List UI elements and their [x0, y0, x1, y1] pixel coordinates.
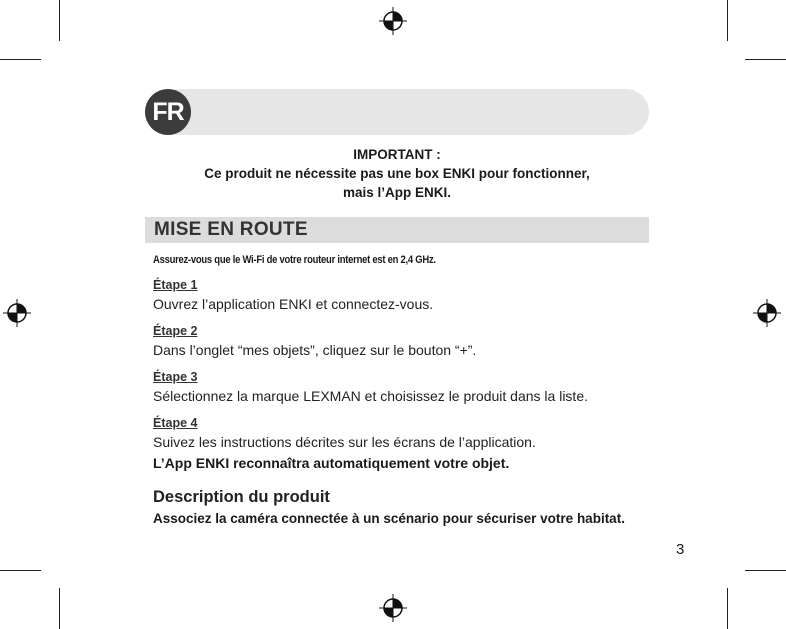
page-number: 3 [676, 541, 685, 558]
crop-mark-top-right-horizontal [745, 59, 786, 60]
description-text: Associez la caméra connectée à un scénario pour sécuriser votre habitat. [153, 511, 625, 526]
step-label: Étape 4 [153, 416, 198, 430]
step-bold-text: L’App ENKI reconnaîtra automatiquement votre objet. [153, 455, 510, 471]
step-text: Ouvrez l’application ENKI et connectez-vous. [153, 296, 434, 312]
important-notice [140, 145, 654, 202]
step-label: Étape 3 [153, 370, 198, 384]
wifi-note: Assurez-vous que le Wi-Fi de votre routeur internet est en 2,4 GHz. [153, 254, 436, 266]
crop-mark-bottom-right-horizontal [745, 570, 786, 571]
important-title: IMPORTANT : [353, 147, 441, 162]
step-text: Dans l’onglet “mes objets”, cliquez sur le bouton “+”. [153, 342, 477, 358]
registration-mark-icon [752, 298, 782, 328]
language-badge: FR [145, 89, 191, 135]
registration-mark-icon [2, 298, 32, 328]
important-line-1: Ce produit ne nécessite pas une box ENKI pour fonctionner, [204, 166, 590, 181]
crop-mark-bottom-right-vertical [727, 588, 728, 629]
section-title: MISE EN ROUTE [154, 219, 308, 240]
important-line-2: mais l’App ENKI. [342, 185, 452, 200]
crop-mark-top-right-vertical [727, 0, 728, 41]
crop-mark-top-left-vertical [59, 0, 60, 41]
step-text: Suivez les instructions décrites sur les écrans de l’application. [153, 434, 536, 450]
description-title: Description du produit [153, 488, 330, 506]
crop-mark-top-left-horizontal [0, 59, 41, 60]
step-label: Étape 2 [153, 324, 198, 338]
step-text: Sélectionnez la marque LEXMAN et choisissez le produit dans la liste. [153, 388, 588, 404]
registration-mark-icon [378, 593, 408, 623]
language-header-bar [175, 89, 649, 135]
crop-mark-bottom-left-horizontal [0, 570, 41, 571]
step-label: Étape 1 [153, 278, 198, 292]
crop-mark-bottom-left-vertical [59, 588, 60, 629]
registration-mark-icon [378, 6, 408, 36]
